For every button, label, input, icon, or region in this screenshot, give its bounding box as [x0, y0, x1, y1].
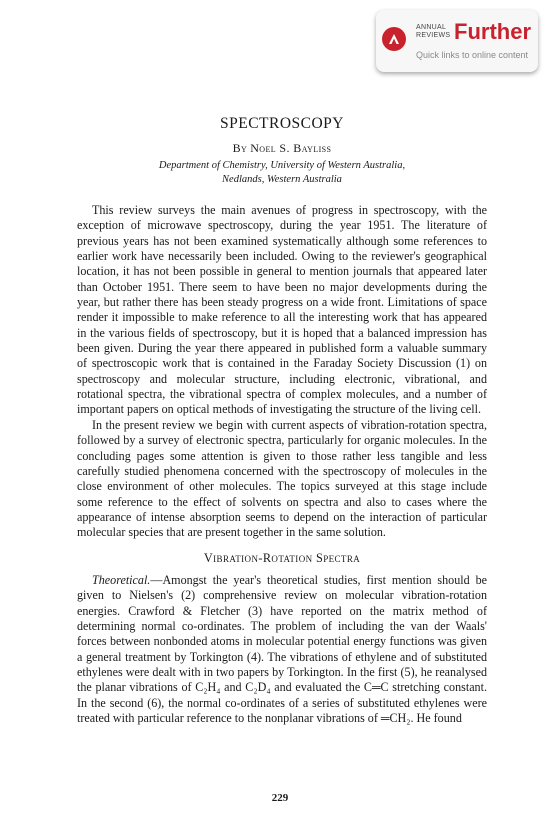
author-name: Noel S. Bayliss [250, 141, 332, 155]
article-body [77, 203, 487, 726]
affiliation-line-2: Nedlands, Western Australia [222, 174, 342, 185]
annual-reviews-wordmark: ANNUAL REVIEWS [416, 24, 451, 39]
paragraph-theoretical [77, 573, 487, 726]
byline [77, 141, 487, 156]
paragraph-overview: In the present review we begin with current aspects of vibration-rotation spectra, followed by a survey of electronic spectra, particularly for organic molecules. In the concluding pages some attention is given to those rather less tangible and less carefully studied phenomena concerned with the spectroscopy of molecules in the close environment of other molecules. The topics surveyed at this stage include some reference to the effect of solvents on spectra and also to cases where the appearance of intense absorption seems to depend on the interaction of particular molecular species that are present together in the same solution. [77, 417, 487, 540]
byline-by: By [232, 141, 248, 155]
section-paragraph-text: —Amongst the year's theoretical studies, first mention should be given to Nielsen's (2) comprehensive review on molecular vibration-rotation energies. Crawford & Fletcher (3) have reported on the matrix method of determining normal co-ordinates. The problem of including the van der Waals' forces between nonbonded atoms in molecular potential energy functions was given a general treatment by Torkington (4). The vibrations of ethylene and of substituted ethylenes were dealt with in two papers by Torkington. In the first (5), he reanalysed the planar vibrations of C₂H₄ and C₂D₄ and evaluated the C═C stretching constant. In the second (6), the normal co-ordinates of a series of substituted ethylenes were treated with particular reference to the nonplanar vibrations of ═CH₂. He found [77, 572, 487, 725]
affiliation [77, 159, 487, 187]
further-banner[interactable] [376, 10, 538, 72]
section-lead: Theoretical. [92, 572, 151, 587]
page-number: 229 [271, 792, 289, 804]
section-heading: Vibration-Rotation Spectra [203, 550, 361, 565]
quick-links-text: Quick links to online content [416, 50, 529, 60]
further-label: Further [454, 19, 531, 44]
annual-reviews-logo-icon [382, 27, 406, 51]
article-title: SPECTROSCOPY [219, 115, 344, 132]
article-page [77, 115, 487, 726]
affiliation-line-1: Department of Chemistry, University of Western Australia, [158, 160, 406, 171]
paragraph-intro: This review surveys the main avenues of progress in spectroscopy, with the exception of microwave spectroscopy, during the year 1951. The literature of previous years has not been examined systematically although some references to earlier work have necessarily been included. Owing to the reviewer's geographical location, it has not been possible in general to mention journals that appeared later than October 1951. There seem to have been no major developments during the year, but rather there has been steady progress on a wide front. Limitations of space render it impossible to make reference to all the interesting work that has appeared in the various fields of spectroscopy, but it is hoped that a balanced impression has been given. During the year there appeared in published form a valuable summary of spectroscopic work that is contained in the Faraday Society Discussion (1) on spectroscopy and molecular structure, including electronic, vibrational, and rotational spectra, the vibrational spectra of complex molecules, and a number of important papers on optical methods of investigating the structure of the living cell. [77, 203, 487, 417]
